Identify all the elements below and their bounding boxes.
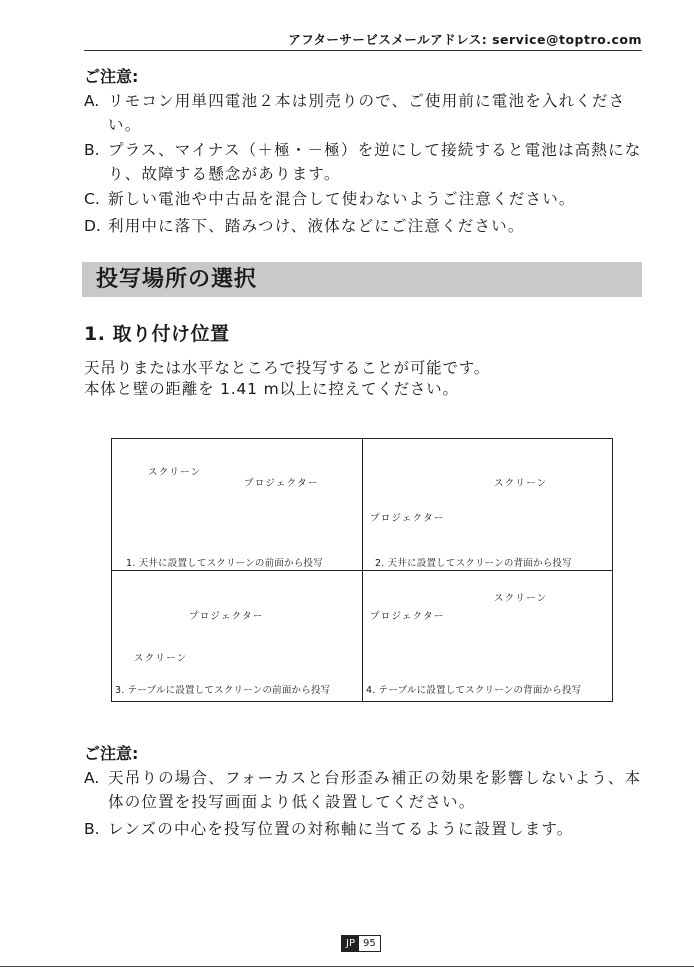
- projector-label: プロジェクター: [244, 478, 319, 489]
- list-item: [84, 187, 644, 211]
- notes-title: ご注意:: [84, 67, 139, 86]
- screen-label: スクリーン: [148, 467, 202, 478]
- item-text: リモコン用単四電池２本は別売りので、ご使用前に電池を入れください。: [108, 92, 626, 134]
- item-letter: B.: [84, 141, 100, 159]
- page-number: [341, 935, 381, 952]
- paragraph-line: 本体と壁の距離を 1.41 m以上に控えてください。: [84, 380, 459, 398]
- item-letter: A.: [84, 769, 100, 787]
- paragraph-line: 天吊りまたは水平なところで投写することが可能です。: [84, 359, 491, 377]
- installation-diagram: [111, 438, 613, 702]
- item-text: 天吊りの場合、フォーカスと台形歪み補正の効果を影響しないよう、本体の位置を投写画面より低く設置してください。: [108, 769, 642, 811]
- item-letter: B.: [84, 820, 100, 838]
- subsection-title: 1. 取り付け位置: [84, 323, 230, 345]
- projector-label: プロジェクター: [370, 611, 445, 622]
- screen-label: スクリーン: [494, 478, 548, 489]
- diagram-caption: 3. テーブルに設置してスクリーンの前面から投写: [115, 685, 331, 696]
- page-number-value: 95: [362, 938, 376, 949]
- item-text: プラス、マイナス（＋極・－極）を逆にして接続すると電池は高熱になり、故障する懸念があります。: [108, 141, 642, 183]
- item-text: 新しい電池や中古品を混合して使わないようご注意ください。: [108, 190, 576, 208]
- diagram-caption: 2. 天井に設置してスクリーンの背面から投写: [375, 558, 572, 569]
- diagram-caption: 1. 天井に設置してスクリーンの前面から投写: [126, 558, 323, 569]
- item-letter: D.: [84, 217, 101, 235]
- item-text: 利用中に落下、踏みつけ、液体などにご注意ください。: [108, 217, 525, 235]
- list-item: [84, 214, 644, 238]
- language-badge: JP: [342, 936, 359, 951]
- list-item: [84, 766, 644, 814]
- list-item: [84, 138, 644, 186]
- item-text: レンズの中心を投写位置の対称軸に当てるように設置します。: [108, 820, 574, 838]
- section-title: 投写場所の選択: [96, 267, 258, 292]
- diagram-caption: 4. テーブルに設置してスクリーンの背面から投写: [366, 685, 582, 696]
- bottom-divider: [0, 966, 694, 967]
- projector-label: プロジェクター: [370, 513, 445, 524]
- screen-label: スクリーン: [494, 593, 548, 604]
- list-item: [84, 817, 644, 841]
- list-item: [84, 89, 644, 137]
- item-letter: C.: [84, 190, 100, 208]
- item-letter: A.: [84, 92, 100, 110]
- grid-divider-horizontal: [112, 570, 612, 571]
- notes-title: ご注意:: [84, 744, 139, 763]
- header-contact: アフターサービスメールアドレス: service@toptro.com: [288, 32, 642, 47]
- screen-label: スクリーン: [134, 653, 188, 664]
- header-divider: [84, 50, 642, 51]
- projector-label: プロジェクター: [189, 611, 264, 622]
